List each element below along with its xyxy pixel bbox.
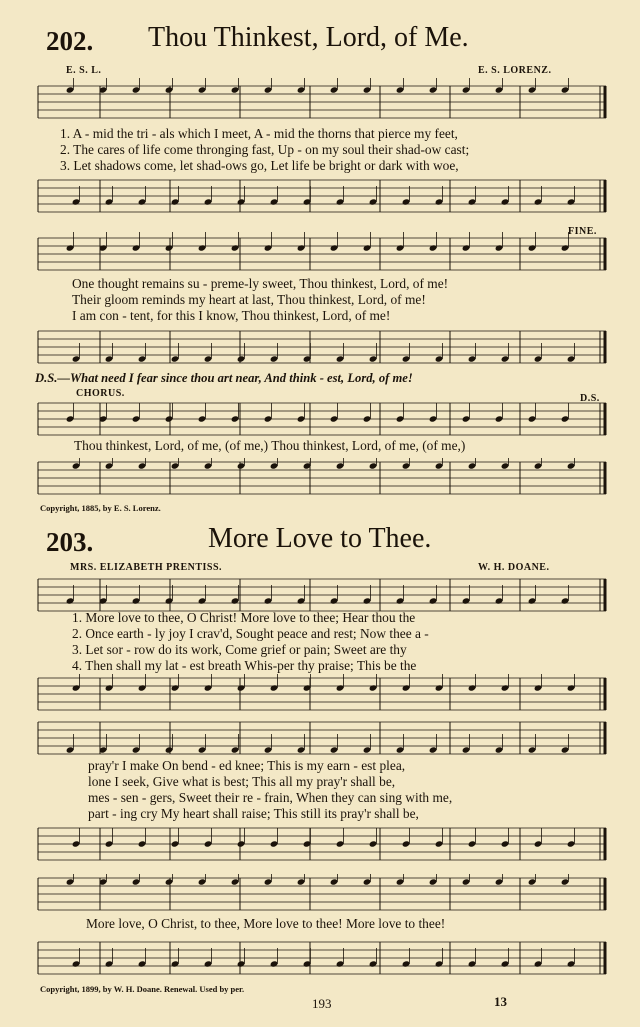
note-head: [330, 746, 339, 753]
music-staff: [30, 576, 610, 614]
note-head: [402, 198, 411, 205]
hymn-203-title: More Love to Thee.: [208, 523, 432, 554]
music-staff: [30, 326, 610, 368]
music-staff: [30, 824, 610, 864]
note-head: [132, 746, 141, 753]
note-head: [495, 597, 504, 604]
note-head: [402, 960, 411, 967]
note-head: [435, 198, 444, 205]
note-head: [138, 355, 147, 362]
note-head: [336, 960, 345, 967]
note-head: [165, 746, 174, 753]
note-head: [204, 684, 213, 691]
note-head: [534, 960, 543, 967]
note-head: [363, 597, 372, 604]
note-head: [561, 878, 570, 885]
note-head: [468, 462, 477, 469]
music-staff: [30, 674, 610, 714]
note-head: [297, 86, 306, 93]
note-head: [105, 198, 114, 205]
note-head: [396, 878, 405, 885]
note-head: [198, 597, 207, 604]
note-head: [198, 746, 207, 753]
note-head: [468, 960, 477, 967]
note-head: [528, 878, 537, 885]
note-head: [171, 684, 180, 691]
note-head: [132, 244, 141, 251]
note-head: [204, 198, 213, 205]
note-head: [363, 415, 372, 422]
hymn-202-verse-1-line-1: 1. A - mid the tri - als which I meet, A - mid the thorns that pierce my feet,: [60, 126, 458, 141]
note-head: [567, 960, 576, 967]
hymn-202-verse-3-line-1: 3. Let shadows come, let shad-ows go, Let life be bright or dark with woe,: [60, 158, 459, 173]
note-head: [501, 960, 510, 967]
hymn-202-author: E. S. L.: [66, 65, 102, 76]
note-head: [237, 462, 246, 469]
note-head: [561, 86, 570, 93]
note-head: [330, 415, 339, 422]
note-head: [270, 198, 279, 205]
note-head: [330, 597, 339, 604]
note-head: [396, 244, 405, 251]
note-head: [204, 355, 213, 362]
note-head: [402, 355, 411, 362]
note-head: [231, 746, 240, 753]
note-head: [231, 415, 240, 422]
note-head: [171, 198, 180, 205]
signature-mark: 13: [494, 994, 507, 1009]
hymn-202-verse-2-line-2: Their gloom reminds my heart at last, Thou thinkest, Lord, of me!: [72, 292, 426, 307]
note-head: [495, 244, 504, 251]
note-head: [567, 355, 576, 362]
hymn-202-number: 202.: [46, 26, 94, 56]
fine-marking: FINE.: [568, 226, 597, 237]
note-head: [105, 960, 114, 967]
note-head: [567, 198, 576, 205]
hymn-203-verse-1-line-1: 1. More love to thee, O Christ! More love to thee; Hear thou the: [72, 610, 416, 625]
note-head: [561, 244, 570, 251]
note-head: [297, 597, 306, 604]
music-staff: [30, 874, 610, 914]
note-head: [198, 415, 207, 422]
note-head: [528, 746, 537, 753]
hymn-203-author: MRS. ELIZABETH PRENTISS.: [70, 562, 223, 573]
note-head: [501, 355, 510, 362]
note-head: [270, 960, 279, 967]
note-head: [66, 878, 75, 885]
music-staff: [30, 938, 610, 978]
note-head: [165, 878, 174, 885]
note-head: [567, 840, 576, 847]
note-head: [138, 462, 147, 469]
note-head: [231, 86, 240, 93]
note-head: [429, 415, 438, 422]
note-head: [171, 355, 180, 362]
hymn-203-verse-3-line-1: 3. Let sor - row do its work, Come grief or pain; Sweet are thy: [72, 642, 407, 657]
note-head: [165, 86, 174, 93]
music-staff: [30, 718, 610, 758]
note-head: [396, 415, 405, 422]
note-head: [495, 878, 504, 885]
note-head: [66, 597, 75, 604]
music-staff: [30, 174, 610, 218]
note-head: [138, 960, 147, 967]
note-head: [369, 840, 378, 847]
note-head: [171, 462, 180, 469]
note-head: [264, 597, 273, 604]
note-head: [369, 462, 378, 469]
note-head: [270, 684, 279, 691]
note-head: [462, 746, 471, 753]
note-head: [105, 840, 114, 847]
note-head: [501, 684, 510, 691]
note-head: [561, 415, 570, 422]
note-head: [528, 86, 537, 93]
note-head: [72, 840, 81, 847]
note-head: [66, 415, 75, 422]
note-head: [165, 597, 174, 604]
note-head: [336, 355, 345, 362]
note-head: [264, 746, 273, 753]
note-head: [435, 462, 444, 469]
page-number: 193: [312, 996, 332, 1011]
note-head: [132, 415, 141, 422]
note-head: [105, 462, 114, 469]
hymn-203-verse-4-line-2: part - ing cry My heart shall raise; This still its pray'r shall be,: [88, 806, 419, 821]
note-head: [237, 355, 246, 362]
note-head: [435, 684, 444, 691]
note-head: [468, 198, 477, 205]
note-head: [462, 878, 471, 885]
note-head: [561, 746, 570, 753]
chorus-label: CHORUS.: [76, 388, 125, 399]
hymn-202-title: Thou Thinkest, Lord, of Me.: [148, 22, 469, 53]
note-head: [363, 746, 372, 753]
ds-lyric-line: D.S.—What need I fear since thou art near, And think - est, Lord, of me!: [35, 371, 413, 385]
note-head: [402, 462, 411, 469]
hymn-202-composer: E. S. LORENZ.: [478, 65, 552, 76]
note-head: [468, 840, 477, 847]
note-head: [396, 597, 405, 604]
note-head: [237, 684, 246, 691]
note-head: [396, 746, 405, 753]
note-head: [528, 415, 537, 422]
note-head: [72, 960, 81, 967]
hymn-203-verse-4-line-1: 4. Then shall my lat - est breath Whis-per thy praise; This be the: [72, 658, 417, 673]
note-head: [435, 355, 444, 362]
note-head: [132, 878, 141, 885]
note-head: [138, 840, 147, 847]
note-head: [369, 684, 378, 691]
hymn-202-verse-2-line-1: 2. The cares of life come thronging fast, Up - on my soul their shad-ow cast;: [60, 142, 470, 157]
note-head: [165, 415, 174, 422]
note-head: [270, 840, 279, 847]
note-head: [501, 840, 510, 847]
note-head: [429, 86, 438, 93]
note-head: [429, 597, 438, 604]
note-head: [138, 198, 147, 205]
note-head: [495, 415, 504, 422]
note-head: [468, 355, 477, 362]
note-head: [336, 198, 345, 205]
note-head: [336, 462, 345, 469]
note-head: [402, 840, 411, 847]
note-head: [132, 86, 141, 93]
note-head: [369, 355, 378, 362]
note-head: [198, 86, 207, 93]
hymn-202-verse-1-line-2: One thought remains su - preme-ly sweet, Thou thinkest, Lord, of me!: [72, 276, 449, 291]
note-head: [495, 746, 504, 753]
note-head: [561, 597, 570, 604]
music-staff: [30, 232, 610, 276]
note-head: [396, 86, 405, 93]
hymn-203-composer: W. H. DOANE.: [478, 562, 550, 573]
note-head: [231, 244, 240, 251]
note-head: [66, 86, 75, 93]
note-head: [429, 746, 438, 753]
note-head: [501, 462, 510, 469]
note-head: [429, 244, 438, 251]
note-head: [72, 462, 81, 469]
note-head: [297, 244, 306, 251]
hymn-202-verse-3-line-2: I am con - tent, for this I know, Thou thinkest, Lord, of me!: [72, 308, 391, 323]
note-head: [534, 198, 543, 205]
note-head: [237, 840, 246, 847]
note-head: [369, 198, 378, 205]
note-head: [198, 878, 207, 885]
note-head: [462, 597, 471, 604]
note-head: [105, 355, 114, 362]
note-head: [462, 86, 471, 93]
note-head: [462, 415, 471, 422]
note-head: [138, 684, 147, 691]
note-head: [468, 684, 477, 691]
note-head: [171, 960, 180, 967]
note-head: [264, 86, 273, 93]
note-head: [402, 684, 411, 691]
note-head: [264, 878, 273, 885]
note-head: [528, 244, 537, 251]
note-head: [363, 244, 372, 251]
note-head: [264, 244, 273, 251]
note-head: [528, 597, 537, 604]
hymn-203-verse-2-line-1: 2. Once earth - ly joy I crav'd, Sought peace and rest; Now thee a -: [72, 626, 429, 641]
note-head: [72, 198, 81, 205]
note-head: [330, 878, 339, 885]
note-head: [336, 684, 345, 691]
note-head: [534, 684, 543, 691]
note-head: [534, 840, 543, 847]
note-head: [567, 462, 576, 469]
music-staff: [30, 78, 610, 126]
note-head: [330, 244, 339, 251]
hymn-203-verse-1-line-2: pray'r I make On bend - ed knee; This is my earn - est plea,: [88, 758, 406, 773]
note-head: [237, 960, 246, 967]
note-head: [495, 86, 504, 93]
note-head: [501, 198, 510, 205]
note-head: [336, 840, 345, 847]
note-head: [204, 462, 213, 469]
note-head: [297, 746, 306, 753]
note-head: [132, 597, 141, 604]
hymn-203-verse-2-line-2: lone I seek, Give what is best; This all my pray'r shall be,: [88, 774, 396, 789]
note-head: [198, 244, 207, 251]
note-head: [231, 878, 240, 885]
note-head: [204, 840, 213, 847]
note-head: [363, 878, 372, 885]
note-head: [363, 86, 372, 93]
note-head: [270, 355, 279, 362]
note-head: [204, 960, 213, 967]
note-head: [72, 355, 81, 362]
note-head: [66, 746, 75, 753]
music-staff: [30, 398, 610, 440]
note-head: [237, 198, 246, 205]
note-head: [462, 244, 471, 251]
note-head: [435, 840, 444, 847]
note-head: [171, 840, 180, 847]
note-head: [534, 462, 543, 469]
note-head: [435, 960, 444, 967]
note-head: [369, 960, 378, 967]
note-head: [429, 878, 438, 885]
hymn-203-number: 203.: [46, 527, 94, 557]
note-head: [66, 244, 75, 251]
hymn-203-refrain: More love, O Christ, to thee, More love to thee! More love to thee!: [86, 916, 446, 931]
note-head: [270, 462, 279, 469]
note-head: [534, 355, 543, 362]
ds-marking: D.S.: [580, 393, 600, 404]
note-head: [72, 684, 81, 691]
note-head: [231, 597, 240, 604]
hymn-202-copyright: Copyright, 1885, by E. S. Lorenz.: [40, 503, 161, 513]
note-head: [567, 684, 576, 691]
hymn-202-chorus: Thou thinkest, Lord, of me, (of me,) Thou thinkest, Lord, of me, (of me,): [74, 438, 466, 453]
note-head: [105, 684, 114, 691]
note-head: [165, 244, 174, 251]
note-head: [297, 415, 306, 422]
hymn-203-verse-3-line-2: mes - sen - gers, Sweet their re - frain, When they can sing with me,: [88, 790, 453, 805]
note-head: [264, 415, 273, 422]
hymn-203-copyright: Copyright, 1899, by W. H. Doane. Renewal. Used by per.: [40, 984, 245, 994]
note-head: [297, 878, 306, 885]
music-staff: [30, 458, 610, 498]
note-head: [330, 86, 339, 93]
